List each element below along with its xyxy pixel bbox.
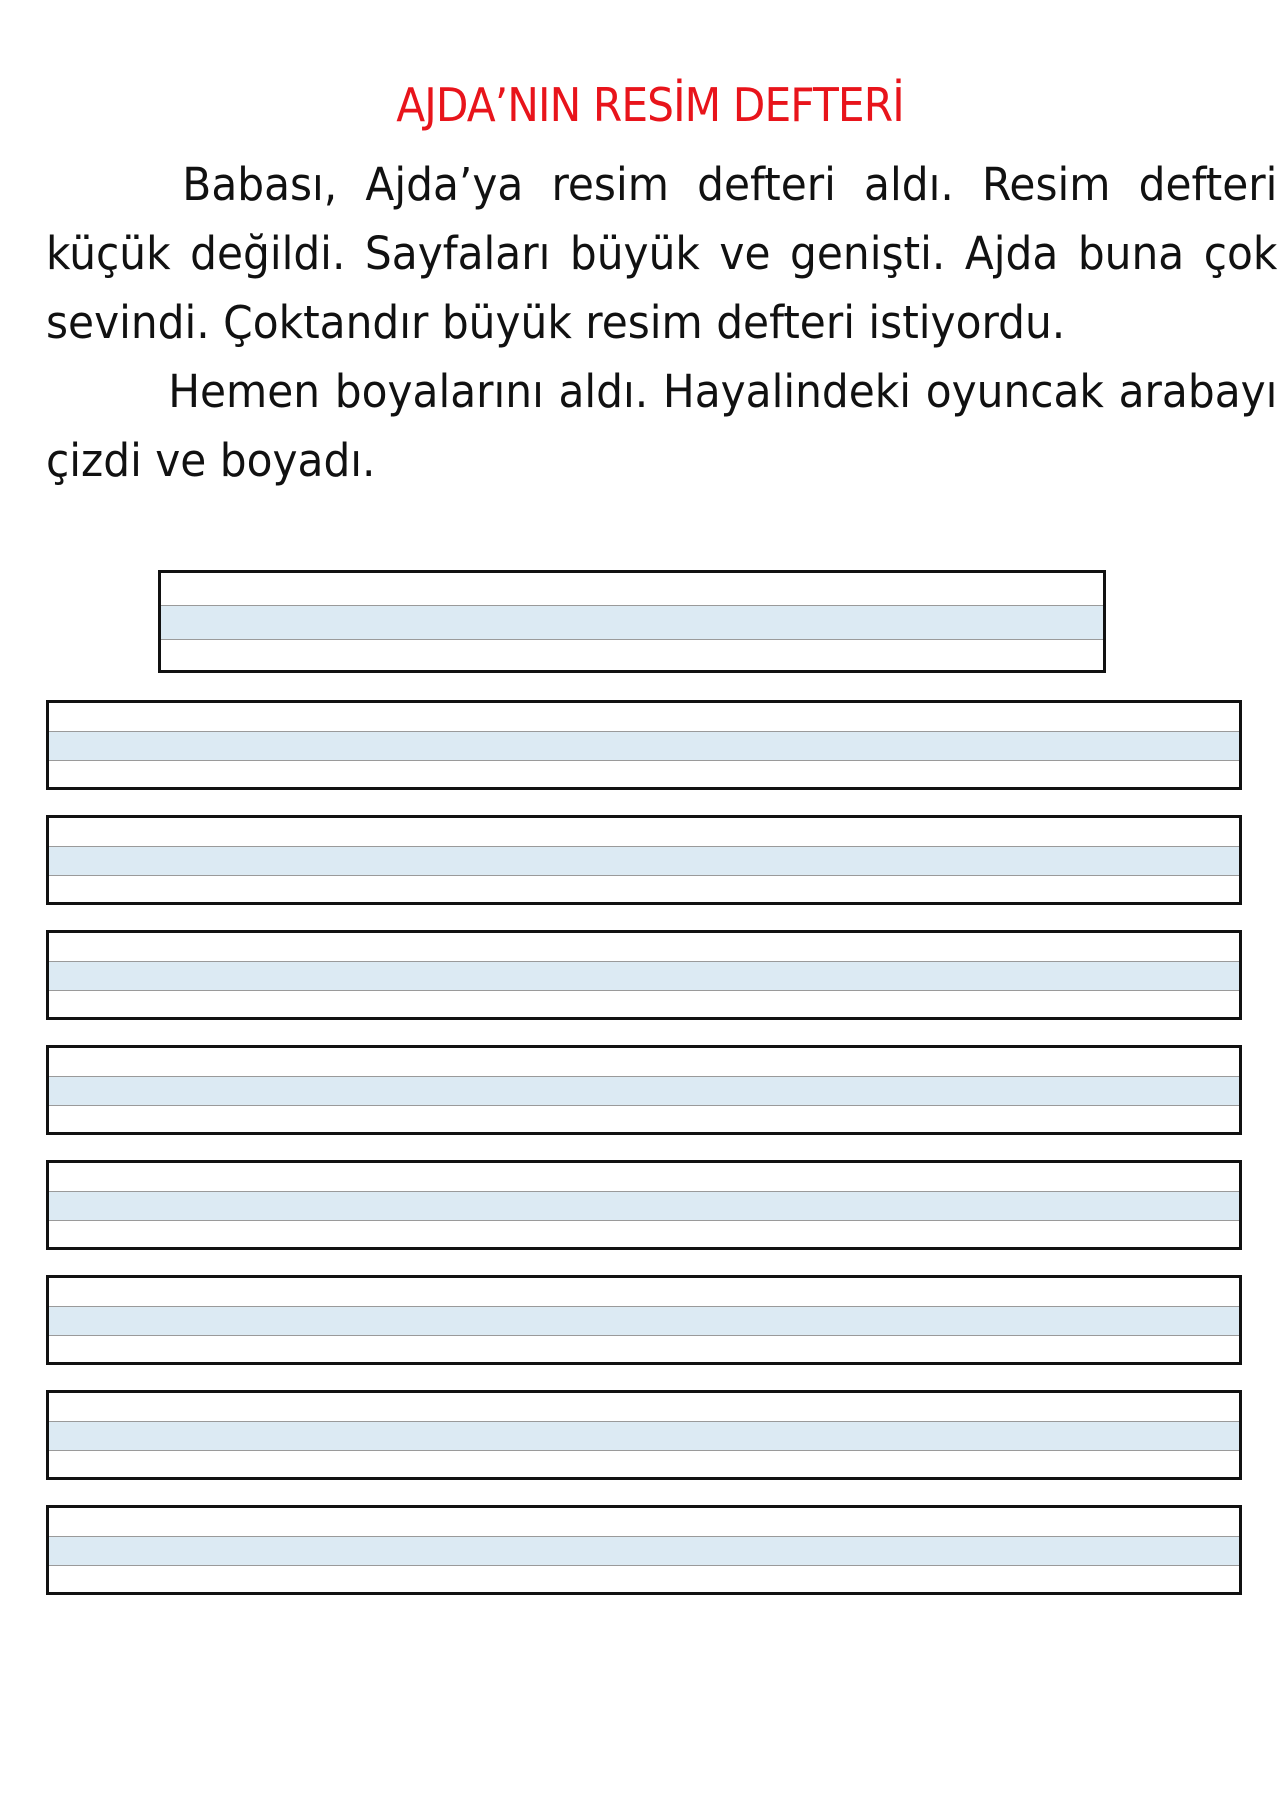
writing-line-8[interactable]: [46, 1390, 1242, 1480]
writing-guide-band: [49, 1191, 1239, 1221]
story-paragraph-1: Babası, Ajda’ya resim defteri aldı. Resim defteri küçük değildi. Sayfaları büyük ve genişti. Ajda buna çok sevindi. Çoktandır büyük resim defteri istiyordu.: [46, 158, 1278, 349]
writing-guide-band: [49, 1306, 1239, 1336]
writing-line-9[interactable]: [46, 1505, 1242, 1595]
writing-line-2[interactable]: [46, 700, 1242, 790]
writing-line-6[interactable]: [46, 1160, 1242, 1250]
writing-guide-band: [49, 731, 1239, 761]
writing-guide-band: [49, 846, 1239, 876]
writing-line-7[interactable]: [46, 1275, 1242, 1365]
writing-line-1[interactable]: [158, 570, 1106, 673]
writing-guide-band: [49, 1076, 1239, 1106]
writing-guide-band: [49, 1421, 1239, 1451]
writing-guide-band: [49, 1536, 1239, 1566]
writing-line-4[interactable]: [46, 930, 1242, 1020]
writing-guide-band: [49, 961, 1239, 991]
story-text: [46, 150, 1278, 495]
writing-line-3[interactable]: [46, 815, 1242, 905]
writing-guide-band: [161, 605, 1103, 640]
writing-line-5[interactable]: [46, 1045, 1242, 1135]
story-paragraph-2: Hemen boyalarını aldı. Hayalindeki oyuncak arabayı çizdi ve boyadı.: [46, 365, 1278, 487]
worksheet-title: AJDA’NIN RESİM DEFTERİ: [396, 78, 904, 132]
